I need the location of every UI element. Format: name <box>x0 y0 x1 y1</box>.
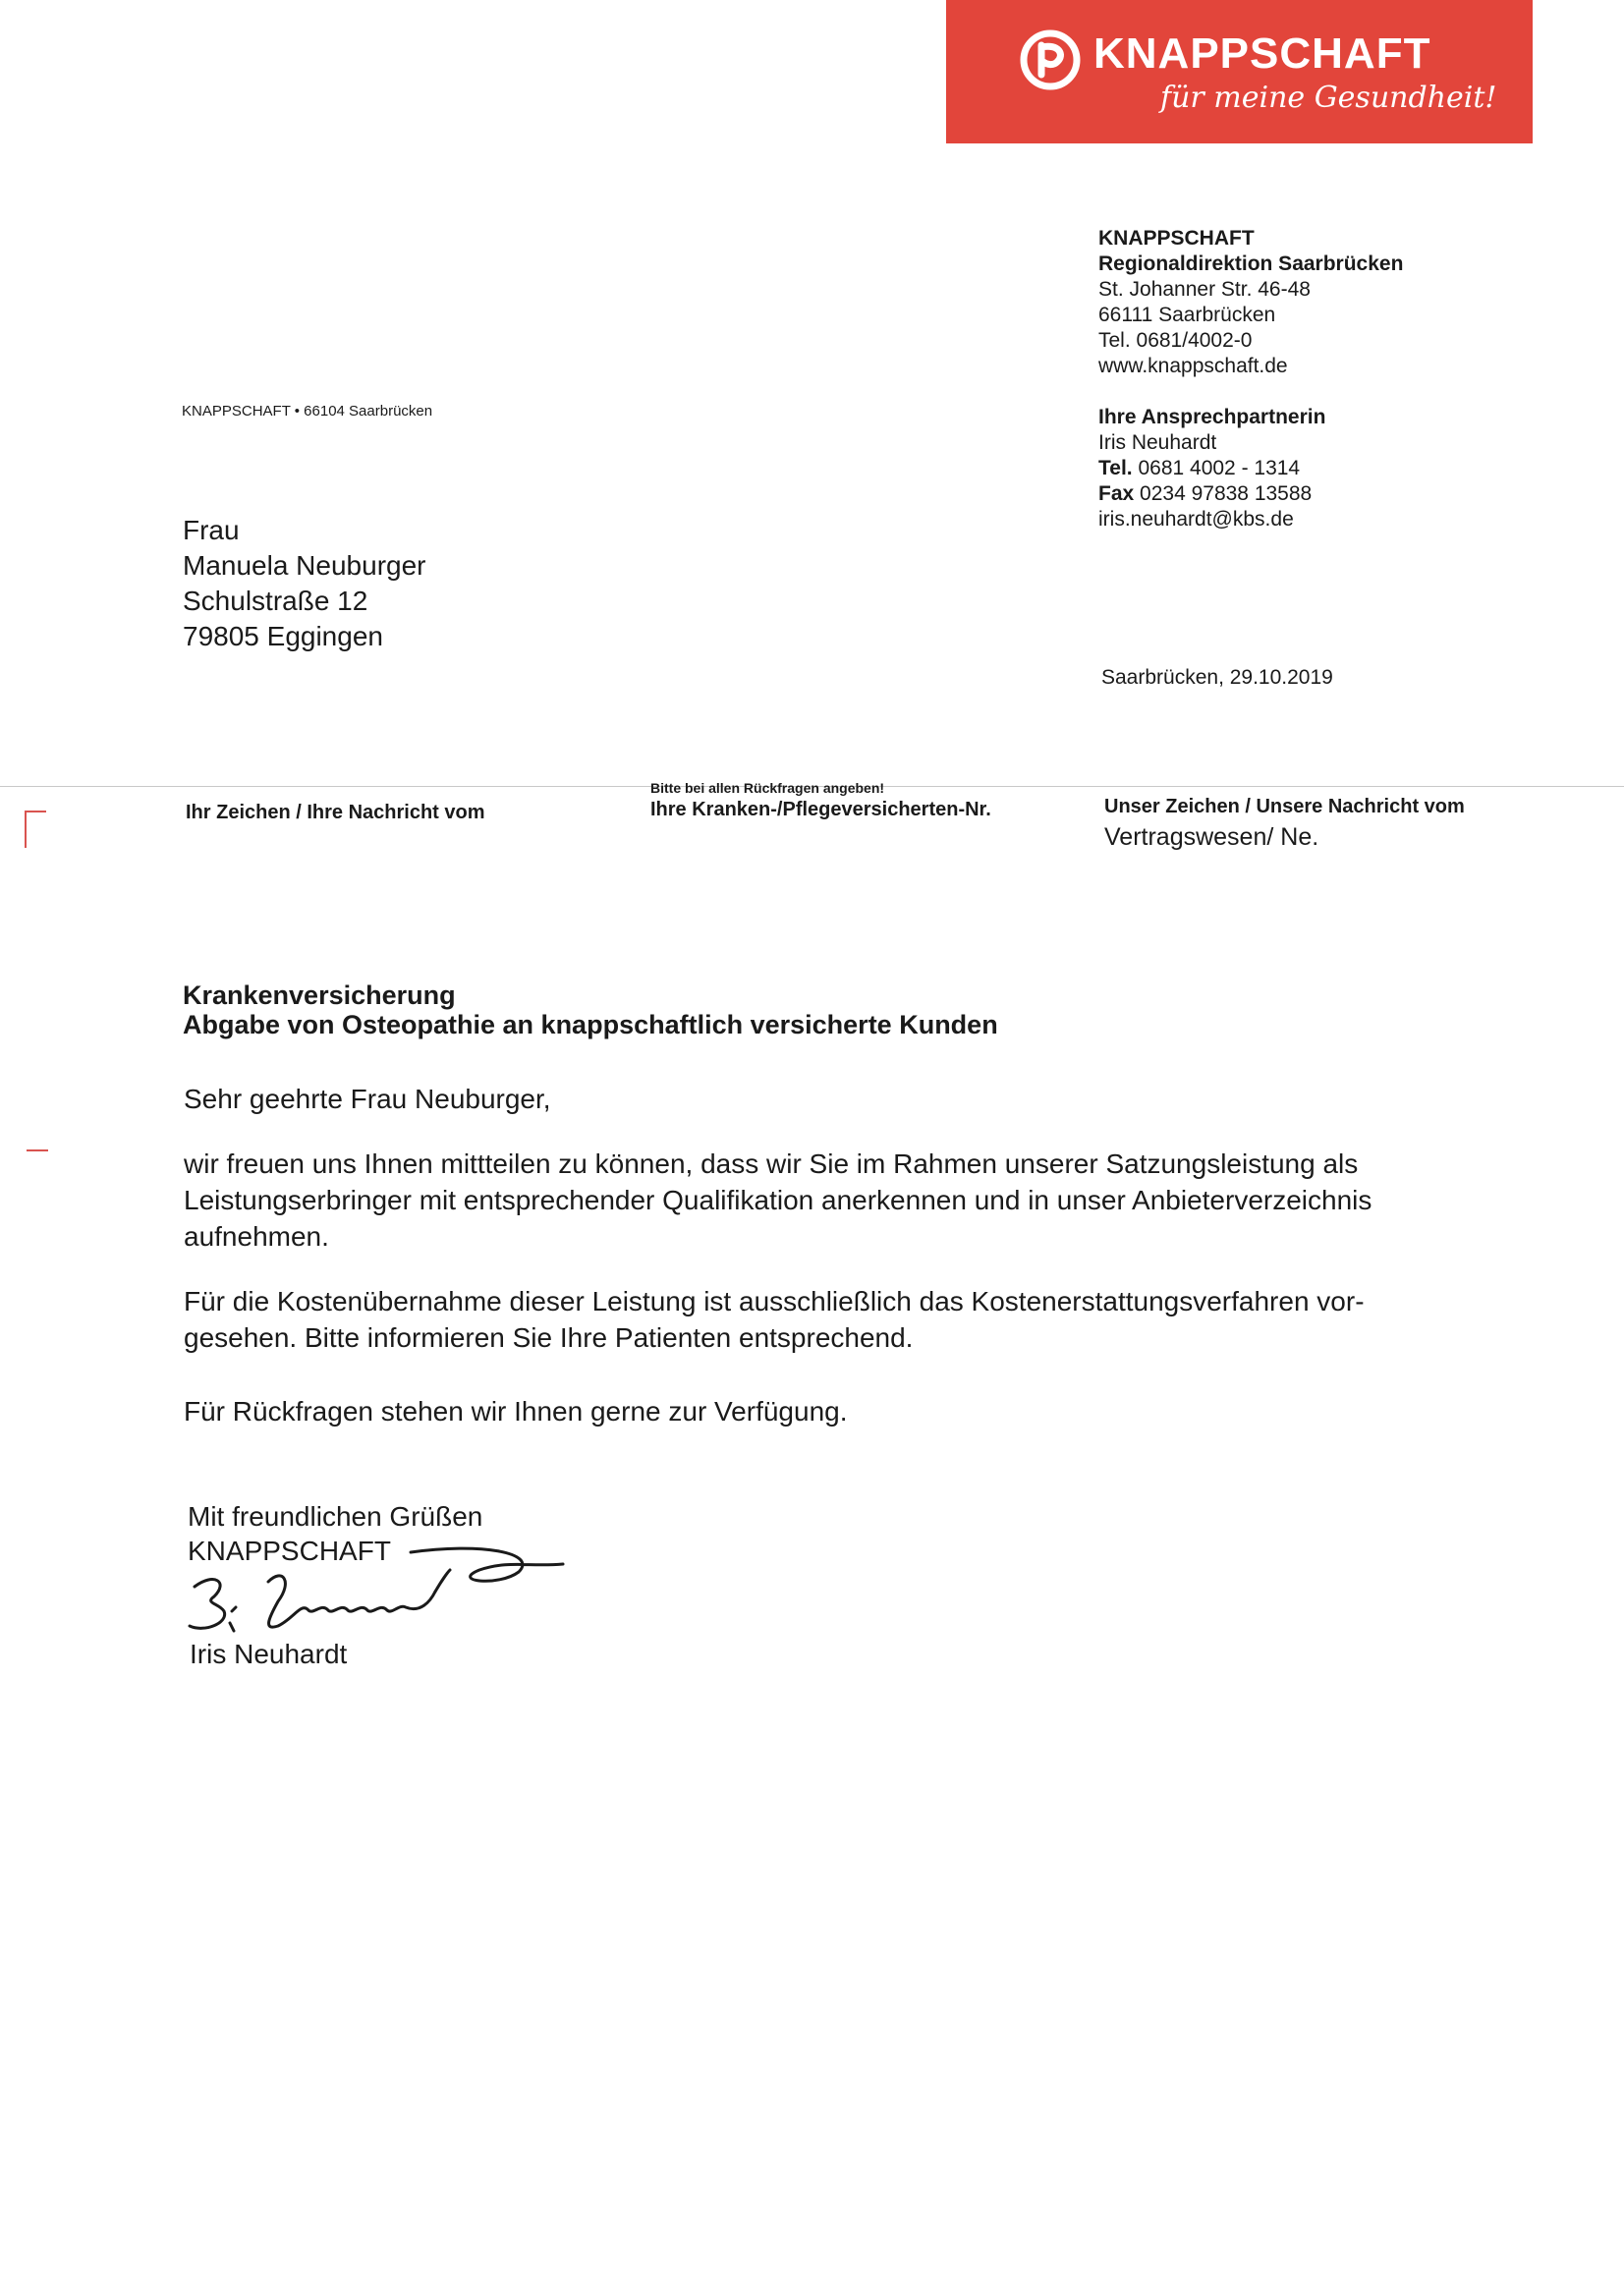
paragraph-1 <box>184 1146 1520 1255</box>
letter-greeting: Sehr geehrte Frau Neuburger, <box>184 1084 551 1114</box>
reference-note: Bitte bei allen Rückfragen angeben! <box>650 780 885 796</box>
recipient-street: Schulstraße 12 <box>183 586 368 616</box>
signer-name: Iris Neuhardt <box>190 1639 348 1669</box>
fold-mark-top <box>25 811 46 812</box>
fold-mark <box>25 811 27 848</box>
recipient-salutation: Frau <box>183 515 240 545</box>
contact-tel-label: Tel. <box>1098 457 1133 479</box>
paragraph-1-line-1: wir freuen uns Ihnen mittteilen zu können, dass wir Sie im Rahmen unserer Satzungsleistung als <box>184 1148 1359 1179</box>
paragraph-2 <box>184 1283 1520 1356</box>
brand-tagline: für meine Gesundheit! <box>1160 81 1497 115</box>
sender-line: KNAPPSCHAFT • 66104 Saarbrücken <box>182 403 433 420</box>
contact-email: iris.neuhardt@kbs.de <box>1098 508 1294 531</box>
office-org: KNAPPSCHAFT <box>1098 227 1255 250</box>
punch-mark <box>27 1149 48 1151</box>
contact-tel: 0681 4002 - 1314 <box>1138 457 1301 479</box>
paragraph-2-line-2: gesehen. Bitte informieren Sie Ihre Patienten entsprechend. <box>184 1322 914 1353</box>
contact-tel-row <box>1098 456 1403 481</box>
contact-name: Iris Neuhardt <box>1098 431 1217 454</box>
recipient-name: Manuela Neuburger <box>183 550 426 581</box>
brand-logo <box>946 0 1533 143</box>
closing-org: KNAPPSCHAFT <box>188 1536 391 1566</box>
office-city: 66111 Saarbrücken <box>1098 304 1276 326</box>
paragraph-2-line-1: Für die Kostenübernahme dieser Leistung ist ausschließlich das Kostenerstattungsverfahren vor- <box>184 1286 1365 1316</box>
our-reference-label: Unser Zeichen / Unsere Nachricht vom <box>1104 796 1465 817</box>
contact-heading: Ihre Ansprechpartnerin <box>1098 406 1326 428</box>
your-reference-label: Ihr Zeichen / Ihre Nachricht vom <box>186 802 485 823</box>
office-unit: Regionaldirektion Saarbrücken <box>1098 252 1404 275</box>
office-phone: Tel. 0681/4002-0 <box>1098 329 1253 352</box>
closing-regards: Mit freundlichen Grüßen <box>188 1501 483 1532</box>
recipient-city: 79805 Eggingen <box>183 621 383 651</box>
brand-name: KNAPPSCHAFT <box>1093 29 1431 78</box>
office-web: www.knappschaft.de <box>1098 355 1288 377</box>
paragraph-1-line-3: aufnehmen. <box>184 1221 329 1252</box>
contact-fax-row <box>1098 481 1403 507</box>
paragraph-3: Für Rückfragen stehen wir Ihnen gerne zur Verfügung. <box>184 1396 848 1427</box>
insurance-number-label: Ihre Kranken-/Pflegeversicherten-Nr. <box>650 799 991 820</box>
knappschaft-logo-icon <box>1020 29 1081 90</box>
our-reference-value: Vertragswesen/ Ne. <box>1104 823 1319 851</box>
office-info <box>1098 226 1403 532</box>
letter-date: Saarbrücken, 29.10.2019 <box>1101 666 1333 689</box>
contact-fax-label: Fax <box>1098 482 1135 505</box>
letter-subject <box>183 980 998 1039</box>
paragraph-1-line-2: Leistungserbringer mit entsprechender Qualifikation anerkennen und in unser Anbieterverzeichnis <box>184 1185 1372 1215</box>
recipient-address <box>183 513 426 654</box>
office-street: St. Johanner Str. 46-48 <box>1098 278 1311 301</box>
contact-fax: 0234 97838 13588 <box>1140 482 1313 505</box>
subject-line-2: Abgabe von Osteopathie an knappschaftlich versicherte Kunden <box>183 1010 998 1039</box>
subject-line-1: Krankenversicherung <box>183 980 456 1010</box>
